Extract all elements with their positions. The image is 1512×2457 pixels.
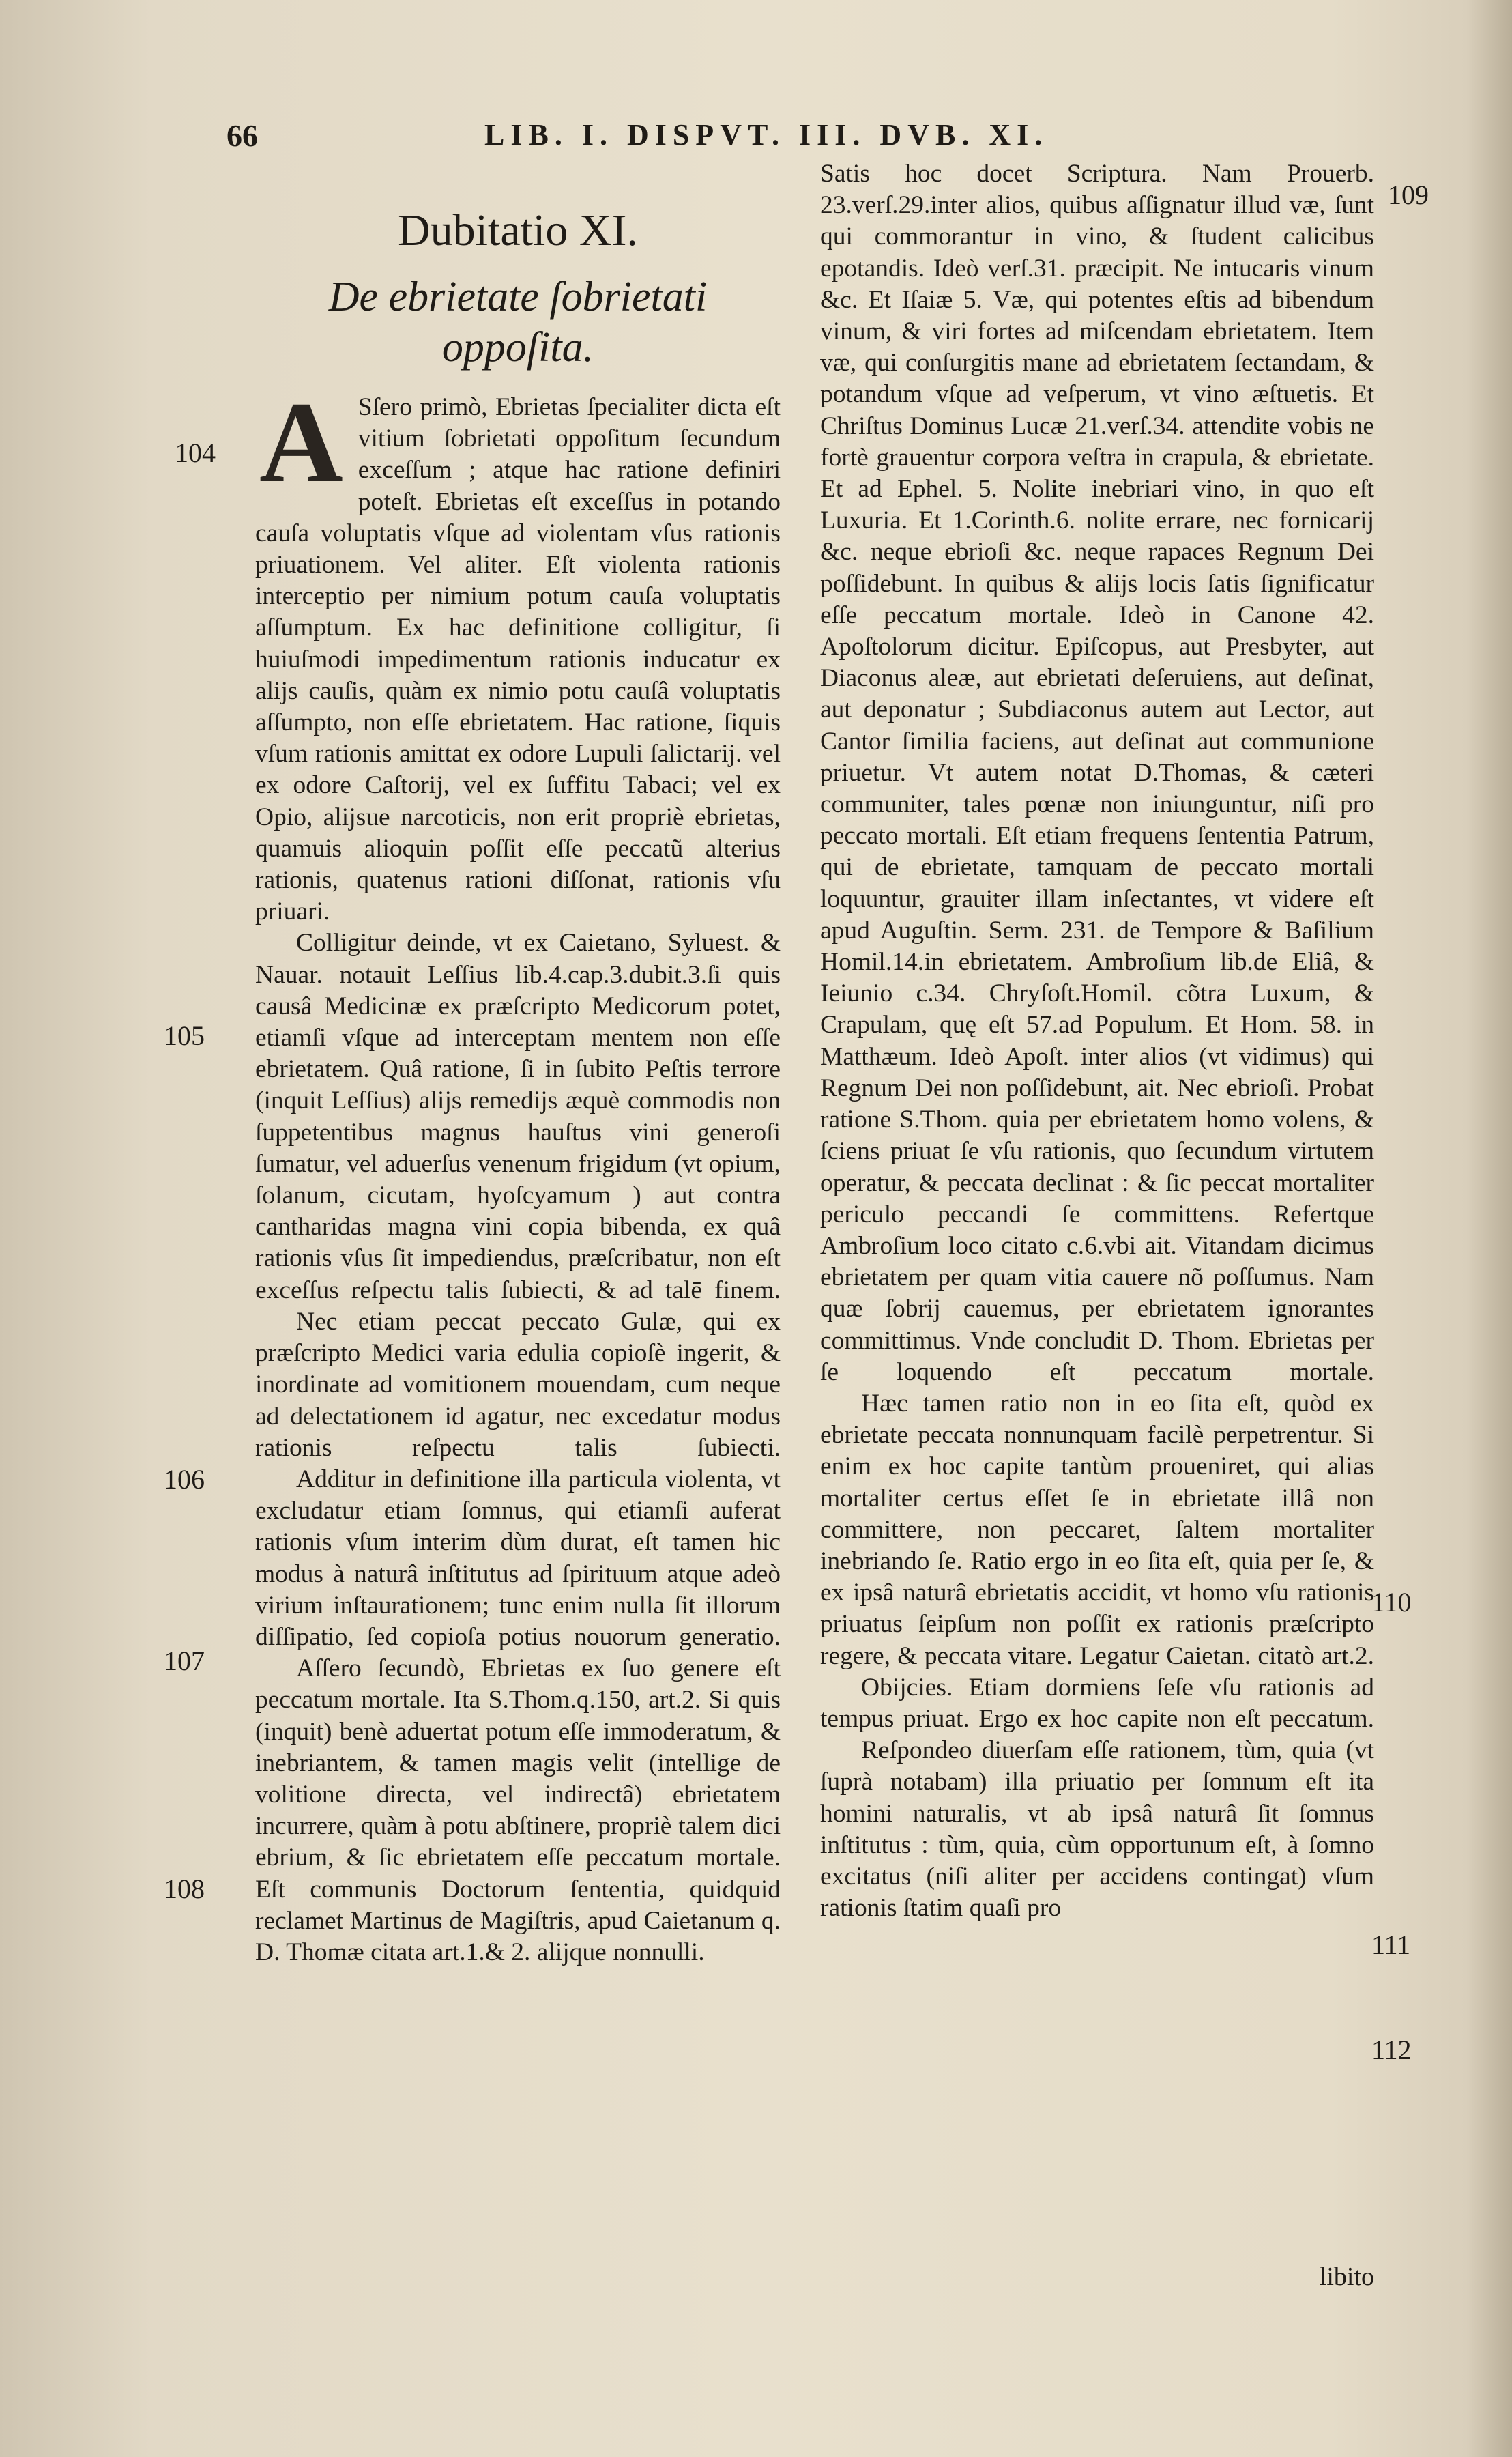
- paragraph-108: Aſſero ſecundò, Ebrietas ex ſuo genere eſt peccatum mortale. Ita S.Thom.q.150, art.2. Si quis (inquit) benè aduertat potum eſſe immoderatum, & inebriantem, & tamen magis velit (intellige de volitione directa, vel indirectâ) ebrietatem incurrere, quàm à potu abſtinere, propriè talem dici ebrium, & ſic ebrietatem eſſe peccatum mortale. Eſt communis Doctorum ſententia, quidquid reclamet Martinus de Magiſtris, apud Caietanum q. D. Thomæ citata art.1.& 2. alijque nonnulli.: [255, 1654, 781, 1966]
- right-column: [820, 158, 1374, 1924]
- margin-number-104: 104: [175, 437, 216, 468]
- paragraph-112: Reſpondeo diuerſam eſſe rationem, tùm, quia (vt ſuprà notabam) illa priuatio per ſomnum eſt ita homini naturalis, vt ab ipsâ naturâ ſit ſomnus inſtitutus : tùm, quia, cùm opportunum eſt, à ſomno excitatus (niſi aliter per accidens contingat) vſum rationis ſtatim quaſi pro: [820, 1736, 1374, 1923]
- margin-number-110: 110: [1371, 1587, 1412, 1618]
- margin-number-107: 107: [164, 1646, 205, 1676]
- running-head: LIB. I. DISPVT. III. DVB. XI.: [484, 118, 1049, 152]
- paragraph-106: Nec etiam peccat peccato Gulæ, qui ex præſcripto Medici varia edulia copioſè ingerit, & inordinate ad vomitionem mouendam, cum neque ad delectationem id agatur, nec excedatur modus rationis reſpectu talis ſubiecti.: [255, 1307, 781, 1462]
- margin-number-112: 112: [1371, 2035, 1412, 2065]
- margin-number-111: 111: [1371, 1929, 1411, 1960]
- chapter-subtitle: De ebrietate ſobrietati oppoſita.: [328, 274, 708, 371]
- paragraph-110: Hæc tamen ratio non in eo ſita eſt, quòd ex ebrietate peccata nonnunquam facilè perpetrentur. Si enim ex hoc capite tantùm proueniret, qui alias mortaliter certus eſſet ſe in ebrietate illâ non committere, non peccaret, ſaltem mortaliter inebriando ſe. Ratio ergo in eo ſita eſt, quia per ſe, & ex ipsâ naturâ ebrietatis accidit, vt homo vſu rationis priuatus ſeipſum non poſſit ex rationis præſcripto regere, & peccata vitare. Legatur Caietan. citatò art.2.: [820, 1389, 1374, 1670]
- chapter-title: Dubitatio XI.: [398, 205, 638, 255]
- paragraph-105: Colligitur deinde, vt ex Caietano, Syluest. & Nauar. notauit Leſſius lib.4.cap.3.dubit.3.ſi quis causâ Medicinæ ex præſcripto Medicorum potet, etiamſi vſque ad interceptam mentem non eſſe ebrietatem. Quâ ratione, ſi in ſubito Peſtis terrore (inquit Leſſius) alijs remedijs æquè commodis non ſuppetentibus magnus hauſtus vini generoſi ſumatur, vel aduerſus venenum frigidum (vt opium, ſolanum, cicutam, hyoſcyamum ) aut contra cantharidas magna vini copia bibenda, ex quâ rationis vſus ſit impediendus, præſcribatur, non eſt exceſſus reſpectu talis ſubiecti, & ad talē finem.: [255, 929, 781, 1304]
- drop-cap: A: [259, 378, 343, 506]
- paragraph-107: Additur in definitione illa particula violenta, vt excludatur etiam ſomnus, qui etiamſi auferat rationis vſum interim dùm durat, eſt tamen hic modus à naturâ inſtitutus ad ſpirituum atque adeò virium inſtaurationem; tunc enim nulla ſit illorum diſſipatio, ſed copioſa potius nouorum generatio.: [255, 1465, 781, 1651]
- paragraph-111: Obijcies. Etiam dormiens ſeſe vſu rationis ad tempus priuat. Ergo ex hoc capite non eſt peccatum.: [820, 1673, 1374, 1733]
- paragraph-104-text: Sſero primò, Ebrietas ſpecialiter dicta eſt vitium ſobrietati oppoſitum ſecundum exceſſum ; atque hac ratione definiri poteſt. Ebrietas eſt exceſſus in potando cauſa voluptatis vſque ad violentam vſus rationis priuationem. Vel aliter. Eſt violenta rationis interceptio per nimium potum cauſa voluptatis aſſumptum. Ex hac definitione colligitur, ſi huiuſmodi impedimentum rationis inducatur ex alijs cauſis, quàm ex nimio potu cauſâ voluptatis aſſumpto, non eſſe ebrietatem. Hac ratione, ſiquis vſum rationis amittat ex odore Lupuli ſalictarij. vel ex odore Caſtorij, vel ex ſuffitu Tabaci; vel ex Opio, alijsue narcoticis, non erit propriè ebrietas, quamuis alioquin poſſit eſſe peccatũ alterius rationis, quatenus rationi diſſonat, rationis vſu priuari.: [255, 393, 781, 926]
- margin-number-109: 109: [1388, 179, 1429, 210]
- page-number: 66: [227, 118, 258, 153]
- margin-number-106: 106: [164, 1464, 205, 1495]
- paragraph-109: Satis hoc docet Scriptura. Nam Prouerb. 23.verſ.29.inter alios, quibus aſſignatur illud væ, ſunt qui commorantur in vino, & ſtudent calicibus epotandis. Ideò verſ.31. præcipit. Ne intucaris vinum &c. Et Iſaiæ 5. Væ, qui potentes eſtis ad bibendum vinum, & viri fortes ad miſcendam ebrietatem. Item væ, qui conſurgitis mane ad ebrietatem ſectandam, & potandum vſque ad veſperum, vt vino æſtuetis. Et Chriſtus Dominus Lucæ 21.verſ.34. attendite vobis ne fortè grauentur corpora veſtra in crapula, & ebrietate. Et ad Ephel. 5. Nolite inebriari vino, in quo eſt Luxuria. Et 1.Corinth.6. nolite errare, nec fornicarij &c. neque ebrioſi &c. neque rapaces Regnum Dei poſſidebunt. In quibus & alijs locis ſatis ſignificatur eſſe peccatum mortale. Ideò in Canone 42. Apoſtolorum dicitur. Epiſcopus, aut Presbyter, aut Diaconus aleæ, aut ebrietati deſeruiens, aut deſinat, aut deponatur ; Subdiaconus autem aut Lector, aut Cantor ſimilia faciens, aut deſinat aut communione priuetur. Vt autem notat D.Thomas, & cæteri communiter, tales pœnæ non iniunguntur, niſi pro peccato mortali. Eſt etiam frequens ſententia Patrum, qui de ebrietate, tamquam de peccato mortali loquuntur, grauiter illam inſectantes, vt videre eſt apud Auguſtin. Serm. 231. de Tempore & Baſilium Homil.14.in ebrietatem. Ambroſium lib.de Eliâ, & Ieiunio c.34. Chryſoſt.Homil. cõtra Luxum, & Crapulam, quę eſt 57.ad Populum. Et Hom. 58. in Matthæum. Ideò Apoſt. inter alios (vt vidimus) qui Regnum Dei non poſſidebunt, ait. Nec ebrioſi. Probat ratione S.Thom. quia per ebrietatem homo volens, & ſciens priuat ſe vſu rationis, quo ſecundum virtutem operatur, & peccata declinat : & ſic peccat mortaliter periculo peccandi ſe committens. Refertque Ambroſium loco citato c.6.vbi ait. Vitandam dicimus ebrietatem per quam vitia cauere nõ poſſumus. Nam quæ ſobrij cauemus, per ebrietatem ignorantes committimus. Vnde concludit D. Thom. Ebrietas per ſe loquendo eſt peccatum mortale.: [820, 160, 1374, 1386]
- paragraph-104: [255, 378, 781, 928]
- margin-number-105: 105: [164, 1020, 205, 1051]
- margin-number-108: 108: [164, 1873, 205, 1904]
- catchword: libito: [1319, 2262, 1374, 2291]
- left-column: [255, 158, 781, 1968]
